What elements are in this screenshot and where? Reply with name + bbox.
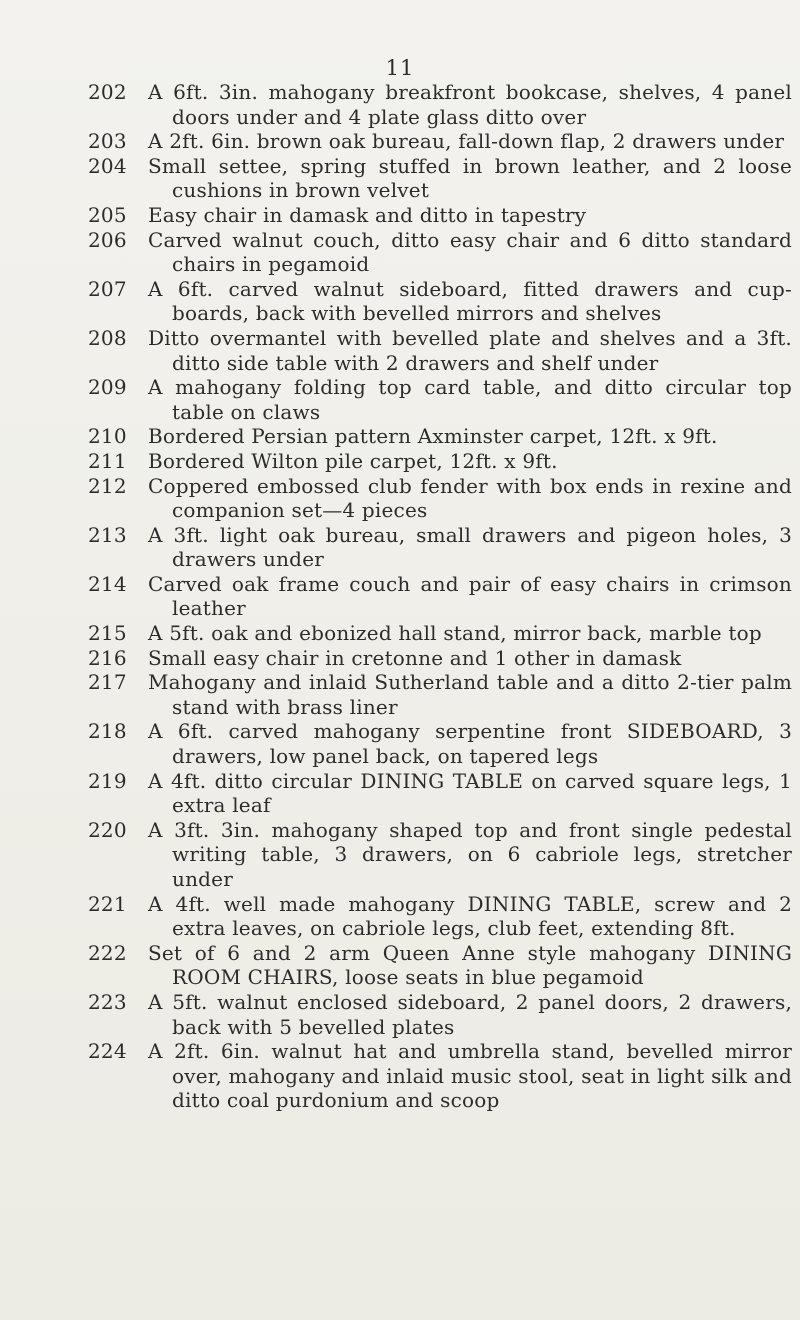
lot-entry: [0, 277, 800, 326]
lot-description: Set of 6 and 2 arm Queen Anne style mahogany DINING ROOM CHAIRS, loose seats in blue pegamoid: [148, 940, 792, 990]
lot-number: 206: [88, 227, 127, 252]
lot-entry: [0, 646, 800, 671]
lot-number: 215: [88, 621, 127, 646]
lot-entry: [0, 719, 800, 768]
lot-description: Bordered Wilton pile carpet, 12ft. x 9ft.: [148, 448, 558, 473]
lot-entry: [0, 990, 800, 1039]
lot-number: 207: [88, 276, 127, 301]
lot-description: A 2ft. 6in. walnut hat and umbrella stand, bevelled mirror over, mahogany and inlaid music stool, seat in light silk and ditto coal purdonium and scoop: [148, 1039, 792, 1113]
lot-entry: [0, 523, 800, 572]
lot-description: A 4ft. well made mahogany DINING TABLE, screw and 2 extra leaves, on cabriole legs, club feet, extending 8ft.: [148, 891, 792, 941]
lot-number: 221: [88, 891, 127, 916]
lot-description: A 5ft. oak and ebonized hall stand, mirror back, marble top: [148, 621, 762, 646]
lot-number: 222: [88, 940, 127, 965]
lot-number: 214: [88, 571, 127, 596]
lot-number: 205: [88, 202, 127, 227]
lot-description: A 6ft. carved mahogany serpentine front SIDEBOARD, 3 drawers, low panel back, on tapered legs: [148, 719, 792, 769]
lot-entry: [0, 818, 800, 892]
lot-entry: [0, 1039, 800, 1113]
lot-entry: [0, 449, 800, 474]
lot-entry: [0, 375, 800, 424]
lot-entry: [0, 154, 800, 203]
lot-number: 203: [88, 129, 127, 154]
lot-list: [0, 80, 800, 1113]
lot-number: 216: [88, 645, 127, 670]
lot-description: Carved walnut couch, ditto easy chair and 6 ditto standard chairs in pegamoid: [148, 227, 792, 277]
lot-entry: [0, 203, 800, 228]
lot-description: A 4ft. ditto circular DINING TABLE on carved square legs, 1 extra leaf: [148, 768, 792, 818]
lot-number: 202: [88, 80, 127, 104]
lot-number: 218: [88, 719, 127, 744]
lot-number: 204: [88, 153, 127, 178]
lot-number: 208: [88, 325, 127, 350]
lot-description: A 2ft. 6in. brown oak bureau, fall-down flap, 2 drawers under: [148, 129, 785, 154]
lot-description: Coppered embossed club fender with box ends in rexine and companion set—4 pieces: [148, 473, 792, 523]
lot-number: 213: [88, 522, 127, 547]
lot-number: 209: [88, 375, 127, 400]
lot-number: 220: [88, 817, 127, 842]
lot-number: 212: [88, 473, 127, 498]
page-number: 11: [385, 56, 415, 80]
lot-entry: [0, 228, 800, 277]
lot-number: 211: [88, 448, 127, 473]
lot-description: A 6ft. carved walnut sideboard, fitted drawers and cup-boards, back with bevelled mirrors and shelves: [148, 276, 792, 326]
lot-description: A 6ft. 3in. mahogany breakfront bookcase, shelves, 4 panel doors under and 4 plate glass ditto over: [148, 80, 792, 129]
lot-number: 210: [88, 424, 127, 449]
lot-entry: [0, 80, 800, 129]
lot-entry: [0, 941, 800, 990]
lot-description: A 3ft. 3in. mahogany shaped top and front single pedestal writing table, 3 drawers, on 6 cabriole legs, stretcher under: [148, 817, 792, 891]
lot-number: 224: [88, 1039, 127, 1064]
lot-description: A 3ft. light oak bureau, small drawers and pigeon holes, 3 drawers under: [148, 522, 792, 572]
lot-description: Easy chair in damask and ditto in tapestry: [148, 202, 587, 227]
lot-entry: [0, 892, 800, 941]
lot-entry: [0, 326, 800, 375]
lot-entry: [0, 424, 800, 449]
lot-description: A 5ft. walnut enclosed sideboard, 2 panel doors, 2 drawers, back with 5 bevelled plates: [148, 989, 792, 1039]
lot-description: Carved oak frame couch and pair of easy chairs in crimson leather: [148, 571, 792, 621]
lot-description: A mahogany folding top card table, and ditto circular top table on claws: [148, 375, 792, 424]
lot-number: 223: [88, 989, 127, 1014]
lot-description: Small easy chair in cretonne and 1 other in damask: [148, 645, 682, 670]
lot-entry: [0, 129, 800, 154]
lot-number: 219: [88, 768, 127, 793]
lot-number: 217: [88, 670, 127, 695]
lot-entry: [0, 670, 800, 719]
lot-description: Mahogany and inlaid Sutherland table and a ditto 2-tier palm stand with brass liner: [148, 670, 792, 719]
lot-description: Bordered Persian pattern Axminster carpet, 12ft. x 9ft.: [148, 424, 718, 449]
lot-description: Small settee, spring stuffed in brown leather, and 2 loose cushions in brown velvet: [148, 153, 792, 203]
lot-entry: [0, 769, 800, 818]
lot-entry: [0, 474, 800, 523]
lot-description: Ditto overmantel with bevelled plate and shelves and a 3ft. ditto side table with 2 drawers and shelf under: [148, 325, 792, 375]
lot-entry: [0, 572, 800, 621]
lot-entry: [0, 621, 800, 646]
